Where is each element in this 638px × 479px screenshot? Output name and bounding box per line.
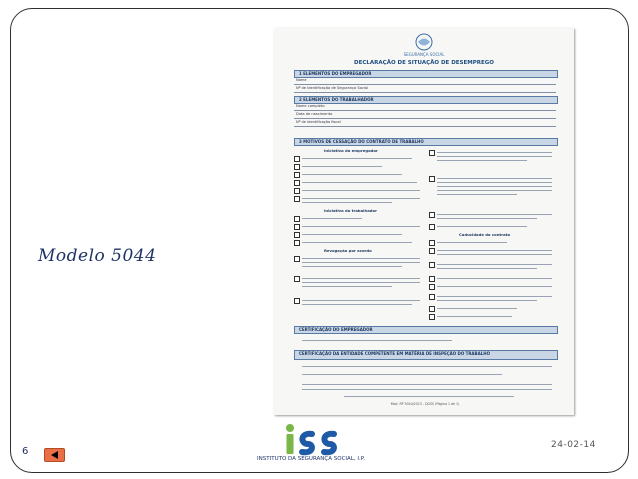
checkbox-icon [294, 172, 300, 178]
text-line [302, 190, 420, 191]
text-line [302, 374, 502, 375]
form-document-image [274, 28, 574, 415]
checkbox-icon [294, 298, 300, 304]
doc-section-employer-cert [294, 326, 558, 334]
text-line [302, 218, 362, 219]
doc-subhead: Caducidade do contrato [459, 232, 511, 237]
checkbox-icon [294, 156, 300, 162]
text-line [437, 218, 537, 219]
previous-slide-button[interactable] [44, 448, 65, 462]
text-line [302, 166, 382, 167]
checkbox-icon [294, 276, 300, 282]
checkbox-icon [294, 232, 300, 238]
checkbox-icon [429, 314, 435, 320]
checkbox-icon [294, 224, 300, 230]
doc-field: Nº de Identificação de Segurança Social [294, 86, 556, 93]
text-line [437, 152, 552, 153]
text-line [437, 286, 552, 287]
text-line [302, 282, 420, 283]
checkbox-icon [294, 164, 300, 170]
text-line [302, 304, 412, 305]
doc-subhead: Iniciativa do empregador [324, 148, 378, 153]
text-line [437, 250, 552, 251]
doc-field: Nome completo [294, 104, 556, 111]
model-label: Modelo 5044 [38, 246, 157, 266]
doc-section-title: CERTIFICAÇÃO DO EMPREGADOR [299, 327, 373, 332]
doc-section-title: 1 ELEMENTOS DO EMPREGADOR [299, 71, 372, 76]
doc-section-employer [294, 70, 558, 78]
checkbox-icon [429, 262, 435, 268]
back-arrow-icon [51, 451, 58, 459]
text-line [302, 300, 420, 301]
doc-field: Data de nascimento [294, 112, 556, 119]
text-line [302, 198, 420, 199]
text-line [437, 214, 552, 215]
text-line [302, 262, 420, 263]
text-line [302, 266, 402, 267]
text-line [437, 316, 512, 317]
text-line [437, 194, 517, 195]
doc-section-motives [294, 138, 558, 146]
text-line [437, 190, 552, 191]
doc-left-column [294, 148, 424, 323]
doc-subhead: Iniciativa do trabalhador [324, 208, 377, 213]
slide-number: 6 [22, 446, 29, 457]
text-line [437, 226, 527, 227]
checkbox-icon [294, 216, 300, 222]
seguranca-social-logo-icon [410, 32, 438, 52]
doc-section-title: 2 ELEMENTOS DO TRABALHADOR [299, 97, 374, 102]
text-line [302, 234, 402, 235]
doc-field: Nome [294, 78, 556, 85]
text-line [302, 174, 402, 175]
text-line [437, 264, 552, 265]
doc-subhead: Revogação por acordo [324, 248, 372, 253]
checkbox-icon [429, 294, 435, 300]
checkbox-icon [429, 176, 435, 182]
text-line [437, 300, 537, 301]
checkbox-icon [294, 256, 300, 262]
text-line [437, 178, 552, 179]
checkbox-icon [429, 284, 435, 290]
text-line [302, 226, 420, 227]
doc-title: DECLARAÇÃO DE SITUAÇÃO DE DESEMPREGO [354, 60, 494, 66]
text-line [437, 182, 552, 183]
text-line [437, 308, 517, 309]
text-line [302, 242, 412, 243]
text-line [302, 258, 420, 259]
doc-section-title: CERTIFICAÇÃO DA ENTIDADE COMPETENTE EM MATÉRIA DE INSPEÇÃO DO TRABALHO [299, 351, 490, 356]
checkbox-icon [429, 150, 435, 156]
checkbox-icon [294, 240, 300, 246]
doc-section-title: 3 MOTIVOS DE CESSAÇÃO DO CONTRATO DE TRABALHO [299, 139, 424, 144]
text-line [437, 278, 552, 279]
doc-field: Nº de identificação fiscal [294, 120, 556, 127]
checkbox-icon [294, 188, 300, 194]
checkbox-icon [429, 276, 435, 282]
text-line [437, 186, 552, 187]
checkbox-icon [294, 196, 300, 202]
text-line [302, 158, 412, 159]
doc-section-inspection-cert [294, 350, 558, 360]
org-name: INSTITUTO DA SEGURANÇA SOCIAL, I.P. [257, 456, 365, 462]
checkbox-icon [294, 180, 300, 186]
text-line [437, 242, 507, 243]
checkbox-icon [429, 306, 435, 312]
text-line [302, 202, 392, 203]
text-line [437, 296, 552, 297]
doc-footer: Mod. RP 5044/2013 - DGSS (Página 1 de 1) [390, 402, 460, 406]
slide-date: 24-02-14 [551, 440, 596, 450]
text-line [302, 340, 452, 341]
doc-logo-caption: SEGURANÇA SOCIAL [403, 52, 445, 57]
text-line [302, 278, 420, 279]
text-line [302, 389, 552, 390]
text-line [437, 156, 552, 157]
checkbox-icon [429, 212, 435, 218]
text-line [302, 366, 552, 367]
checkbox-icon [429, 240, 435, 246]
text-line [344, 396, 514, 397]
text-line [302, 182, 417, 183]
text-line [302, 384, 552, 385]
checkbox-icon [429, 248, 435, 254]
text-line [302, 286, 392, 287]
checkbox-icon [429, 224, 435, 230]
text-line [437, 160, 527, 161]
doc-right-column [429, 148, 557, 323]
text-line [437, 268, 537, 269]
text-line [437, 254, 552, 255]
doc-section-worker [294, 96, 558, 104]
